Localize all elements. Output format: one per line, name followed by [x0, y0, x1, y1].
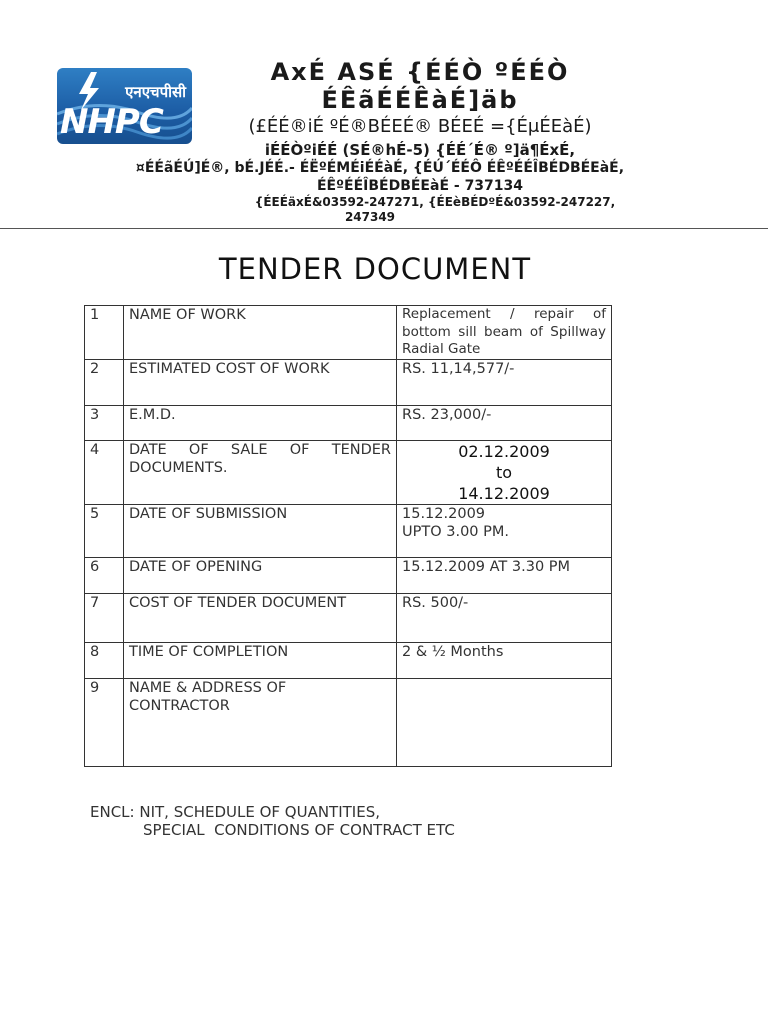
row-label: DATE OF SUBMISSION [124, 504, 397, 557]
row-number: 7 [85, 593, 124, 642]
table-row [85, 405, 612, 440]
table-row [85, 678, 612, 766]
row-number: 6 [85, 557, 124, 593]
enclosure-line2: SPECIAL CONDITIONS OF CONTRACT ETC [143, 821, 455, 839]
row-label: COST OF TENDER DOCUMENT [124, 593, 397, 642]
row-label [124, 440, 397, 504]
row-number: 1 [85, 306, 124, 360]
table-row [85, 359, 612, 405]
row-number: 4 [85, 440, 124, 504]
logo-hindi-text: एनएचपीसी [125, 83, 186, 101]
row-number: 5 [85, 504, 124, 557]
address-line2: ¤ÉÉãÉÚ]É®, bÉ.JÉÉ.- ÉËºÉMÉiÉÉàÉ, {ÉÚ´ÉÉÔ ÉÊºÉÉÎBÉDBÉEàÉ, [135, 160, 625, 176]
table-row [85, 306, 612, 360]
row-label [124, 678, 397, 766]
contractor-label-line1: NAME & ADDRESS OF [129, 679, 287, 696]
table-row [85, 504, 612, 557]
row-number: 2 [85, 359, 124, 405]
row-number: 3 [85, 405, 124, 440]
header-divider [0, 228, 768, 229]
enclosure-line1: ENCL: NIT, SCHEDULE OF QUANTITIES, [90, 803, 380, 821]
company-subtitle: (£ÉÉ®iÉ ºÉ®BÉEÉ® BÉEÉ ={ÉμÉEàÉ) [248, 116, 592, 137]
row-value: 15.12.2009 AT 3.30 PM [397, 557, 612, 593]
row-value: RS. 23,000/- [397, 405, 612, 440]
contractor-label-line2: CONTRACTOR [129, 697, 230, 714]
contact-line2: 247349 [344, 210, 396, 224]
row-label: TIME OF COMPLETION [124, 642, 397, 678]
row-value [397, 440, 612, 504]
company-name-line2: ÉÊãÉÉÊàÉ]äb [321, 86, 519, 114]
logo-brand-text: NHPC [60, 102, 163, 142]
sale-date-to-word: to [495, 462, 513, 482]
row-value: 2 & ½ Months [397, 642, 612, 678]
table-row [85, 440, 612, 504]
table-row [85, 642, 612, 678]
nhpc-logo [57, 68, 192, 144]
submission-date: 15.12.2009 [402, 505, 486, 522]
name-of-work-value: Replacement / repair of bottom sill beam of Spillway Radial Gate [402, 306, 606, 357]
address-line1: iÉÉÒºiÉÉ (SÉ®hÉ-5) {ÉÉ´É® º]ä¶ÉxÉ, [264, 141, 576, 159]
sale-date-until: 14.12.2009 [458, 483, 550, 503]
table-row [85, 557, 612, 593]
company-name-line1: AxÉ ASÉ {ÉÉÒ ºÉÉÒ [270, 58, 570, 86]
row-label: NAME OF WORK [124, 306, 397, 360]
submission-time: UPTO 3.00 PM. [402, 523, 509, 540]
row-value [397, 306, 612, 360]
row-value: RS. 11,14,577/- [397, 359, 612, 405]
row-label: E.M.D. [124, 405, 397, 440]
sale-date-label: DATE OF SALE OF TENDER DOCUMENTS. [129, 441, 391, 476]
table-row [85, 593, 612, 642]
row-value: RS. 500/- [397, 593, 612, 642]
document-title: TENDER DOCUMENT [218, 252, 532, 286]
contact-line1: {ÉEÉäxÉ&03592-247271, {ÉEèBÉDºÉ&03592-247227, [254, 195, 616, 209]
row-number: 9 [85, 678, 124, 766]
row-label: ESTIMATED COST OF WORK [124, 359, 397, 405]
tender-details-table [84, 305, 612, 767]
sale-date-from: 02.12.2009 [458, 441, 550, 461]
enclosure-note [90, 803, 455, 839]
row-number: 8 [85, 642, 124, 678]
row-value [397, 504, 612, 557]
row-label: DATE OF OPENING [124, 557, 397, 593]
address-line3: ÉÊºÉÉÎBÉDBÉEàÉ - 737134 [316, 178, 524, 194]
contractor-value-field[interactable] [397, 678, 612, 766]
